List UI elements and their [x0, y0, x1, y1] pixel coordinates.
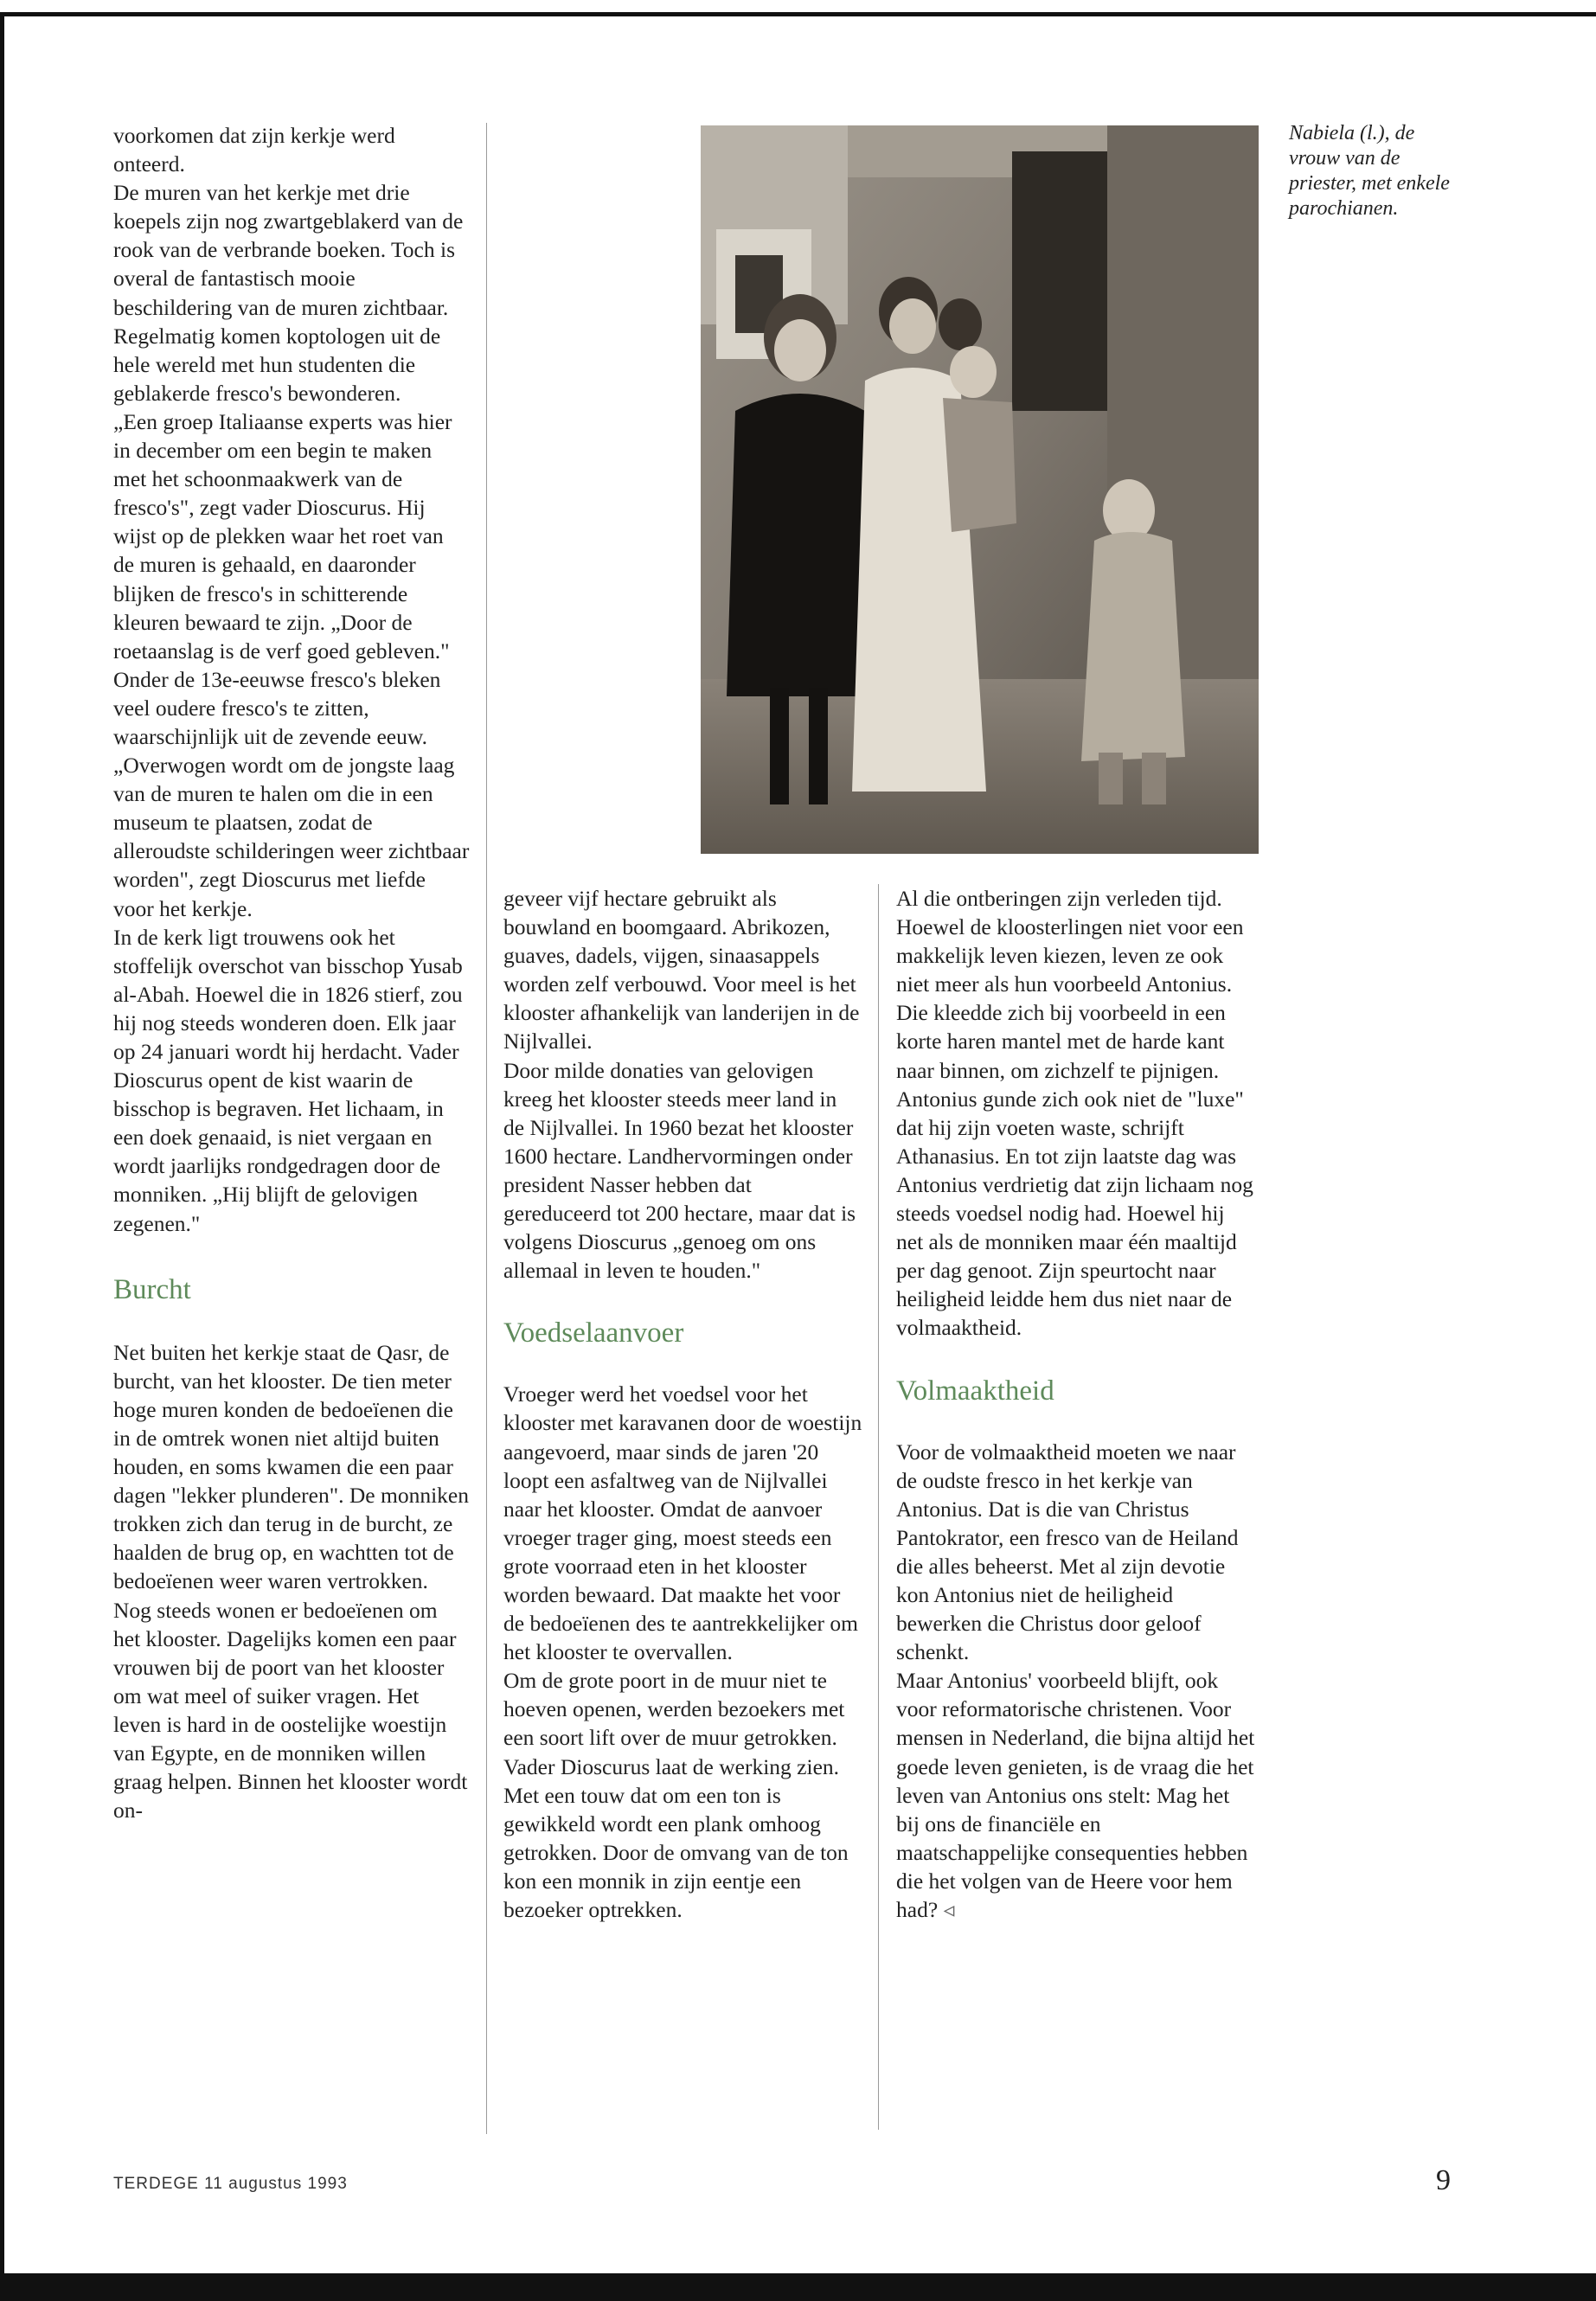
paragraph: Nog steeds wonen er bedoeïenen om het klooster. Dagelijks komen een paar vrouwen bij de poort van het klooster om wat meel of suiker vragen. Het leven is hard in de oostelijke woestijn van Egypte, en de monniken willen graag helpen. Binnen het klooster wordt on-	[113, 1597, 468, 1823]
column-divider	[878, 884, 879, 2130]
section-heading-burcht: Burcht	[113, 1273, 191, 1305]
paragraph: Vroeger werd het voedsel voor het klooster met karavanen door de woestijn aangevoerd, maar sinds de jaren '20 loopt een asfaltweg van de Nijlvallei naar het klooster. Omdat de aanvoer vroeger trager ging, moest steeds een grote voorraad eten in het klooster worden bewaard. Dat maakte het voor de bedoeïenen des te aantrekkelijker om het klooster te overvallen.	[503, 1381, 862, 1665]
page-number: 9	[1436, 2164, 1451, 2196]
paragraph: Net buiten het kerkje staat de Qasr, de burcht, van het klooster. De tien meter hoge muren konden de bedoeïenen die in de omtrek wonen niet altijd buiten houden, en soms kwamen die een paar dagen "lekker plunderen". De monniken trokken zich dan terug in de burcht, ze haalden de brug op, en wachtten tot de bedoeïenen weer waren vertrokken.	[113, 1339, 469, 1594]
column-divider	[486, 123, 487, 2134]
paragraph: „Een groep Italiaanse experts was hier in december om een begin te maken met het schoonmaakwerk van de fresco's", zegt vader Dioscurus. Hij wijst op de plekken waar het roet van de muren is gehaald, en daaronder blijken de fresco's in schitterende kleuren bewaard te zijn. „Door de roetaanslag is de verf goed gebleven."	[113, 408, 452, 663]
paragraph	[896, 1666, 1255, 1924]
paragraph: Door milde donaties van gelovigen kreeg het klooster steeds meer land in de Nijlvallei. In 1960 bezat het klooster 1600 hectare. Landhervormingen onder president Nasser hebben dat gereduceerd tot 200 hectare, maar dat is volgens Dioscurus „genoeg om ons allemaal in leven te houden."	[503, 1057, 856, 1284]
section-heading-volmaaktheid: Volmaaktheid	[896, 1375, 1054, 1407]
left-edge-scan-border	[0, 12, 4, 2279]
top-rule	[0, 12, 1596, 16]
photo-illustration	[701, 125, 1259, 854]
paragraph: Onder de 13e-eeuwse fresco's bleken veel oudere fresco's te zitten, waarschijnlijk uit de zevende eeuw. „Overwogen wordt om de jongste laag van de muren te halen om die in een museum te plaatsen, zodat de alleroudste schilderingen weer zichtbaar worden", zegt Dioscurus met liefde voor het kerkje.	[113, 666, 470, 921]
paragraph: voorkomen dat zijn kerkje werd onteerd.	[113, 123, 395, 177]
parishioners-photo	[701, 125, 1259, 854]
paragraph: Voor de volmaaktheid moeten we naar de oudste fresco in het kerkje van Antonius. Dat is die van Christus Pantokrator, een fresco van de Heiland die alles beheerst. Met al zijn devotie kon Antonius niet de heiligheid bewerken die Christus door geloof schenkt.	[896, 1439, 1239, 1665]
paragraph: In de kerk ligt trouwens ook het stoffelijk overschot van bisschop Yusab al-Abah. Hoewel die in 1826 stierf, zou hij nog steeds wonderen doen. Elk jaar op 24 januari wordt hij herdacht. Vader Dioscurus opent de kist waarin de bisschop is begraven. Het lichaam, in een doek genaaid, is niet vergaan en wordt jaarlijks rondgedragen door de monniken. „Hij blijft de gelovigen zegenen."	[113, 924, 463, 1236]
paragraph: geveer vijf hectare gebruikt als bouwland en boomgaard. Abrikozen, guaves, dadels, vijgen, sinaasappels worden zelf verbouwd. Voor meel is het klooster afhankelijk van landerijen in de Nijlvallei.	[503, 886, 860, 1054]
photo-caption: Nabiela (l.), de vrouw van de priester, met enkele parochianen.	[1289, 122, 1450, 220]
article-column-2	[503, 884, 862, 1924]
bottom-scan-border	[0, 2273, 1596, 2301]
paragraph: Al die ontberingen zijn verleden tijd. Hoewel de kloosterlingen niet voor een makkelijk leven kiezen, leven ze ook niet meer als hun voorbeeld Antonius. Die kleedde zich bij voorbeeld in een korte haren mantel met de harde kant naar binnen, om zichzelf te pijnigen.	[896, 886, 1244, 1083]
end-of-article-mark: ◃	[943, 1897, 955, 1922]
paragraph: Om de grote poort in de muur niet te hoeven openen, werden bezoekers met een soort lift over de muur getrokken. Vader Dioscurus laat de werking zien. Met een touw dat om een ton is gewikkeld wordt een plank omhoog getrokken. Door de omvang van de ton kon een monnik in zijn eentje een bezoeker optrekken.	[503, 1668, 849, 1922]
paragraph: De muren van het kerkje met drie koepels zijn nog zwartgeblakerd van de rook van de verbrande boeken. Toch is overal de fantastisch mooie beschildering van de muren zichtbaar. Regelmatig komen koptologen uit de hele wereld met hun studenten die geblakerde fresco's bewonderen.	[113, 180, 464, 406]
article-column-3	[896, 884, 1255, 1924]
publication-footer: TERDEGE 11 augustus 1993	[113, 2175, 348, 2193]
section-heading-voedselaanvoer: Voedselaanvoer	[503, 1317, 684, 1349]
article-column-1	[113, 121, 470, 1824]
paragraph: Antonius gunde zich ook niet de "luxe" dat hij zijn voeten waste, schrijft Athanasius. En tot zijn laatste dag was Antonius verdrietig dat zijn lichaam nog steeds voedsel nodig had. Hoewel hij net als de monniken maar één maaltijd per dag genoot. Zijn speurtocht naar heiligheid leidde hem dus niet naar de volmaaktheid.	[896, 1086, 1253, 1341]
closing-paragraph-text: Maar Antonius' voorbeeld blijft, ook voor reformatorische christenen. Voor mensen in Nederland, die bijna altijd het goede leven genieten, is de vraag die het leven van Antonius ons stelt: Mag het bij ons de financiële en maatschappelijke consequenties hebben die het volgen van de Heere voor hem had?	[896, 1668, 1255, 1922]
